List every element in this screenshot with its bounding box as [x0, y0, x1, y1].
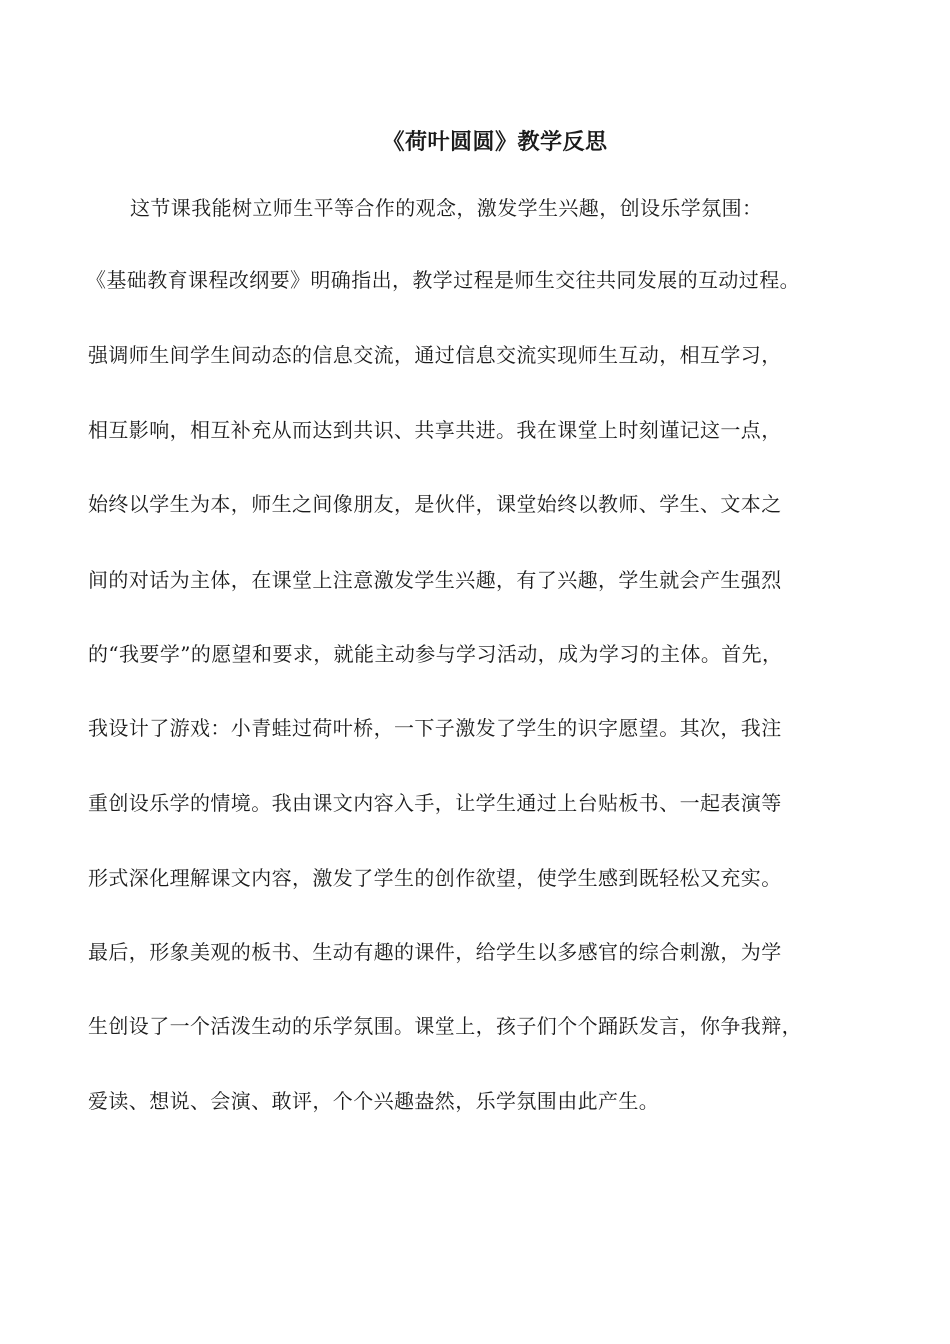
- paragraph-line-4: 相互影响，相互补充从而达到共识、共享共进。我在课堂上时刻谨记这一点，: [88, 418, 782, 442]
- paragraph-line-13: 爱读、想说、会演、敢评，个个兴趣盎然，乐学氛围由此产生。: [88, 1089, 660, 1113]
- paragraph-line-5: 始终以学生为本，师生之间像朋友，是伙伴，课堂始终以教师、学生、文本之: [88, 492, 782, 516]
- paragraph-line-2: 《基础教育课程改纲要》明确指出，教学过程是师生交往共同发展的互动过程。: [86, 268, 800, 292]
- paragraph-line-6: 间的对话为主体，在课堂上注意激发学生兴趣，有了兴趣，学生就会产生强烈: [88, 568, 782, 592]
- paragraph-line-9: 重创设乐学的情境。我由课文内容入手，让学生通过上台贴板书、一起表演等: [88, 791, 782, 815]
- paragraph-line-8: 我设计了游戏：小青蛙过荷叶桥，一下子激发了学生的识字愿望。其次，我注: [88, 716, 782, 740]
- paragraph-line-10: 形式深化理解课文内容，激发了学生的创作欲望，使学生感到既轻松又充实。: [88, 866, 782, 890]
- paragraph-line-3: 强调师生间学生间动态的信息交流，通过信息交流实现师生互动，相互学习，: [88, 343, 782, 367]
- paragraph-line-11: 最后，形象美观的板书、生动有趣的课件，给学生以多感官的综合刺激，为学: [88, 940, 782, 964]
- document-title: 《荷叶圆圆》教学反思: [382, 129, 608, 155]
- paragraph-line-1: 这节课我能树立师生平等合作的观念，激发学生兴趣，创设乐学氛围：: [130, 196, 763, 220]
- paragraph-line-12: 生创设了一个活泼生动的乐学氛围。课堂上，孩子们个个踊跃发言，你争我辩，: [88, 1014, 802, 1038]
- paragraph-line-7: 的“我要学”的愿望和要求，就能主动参与学习活动，成为学习的主体。首先，: [88, 642, 783, 666]
